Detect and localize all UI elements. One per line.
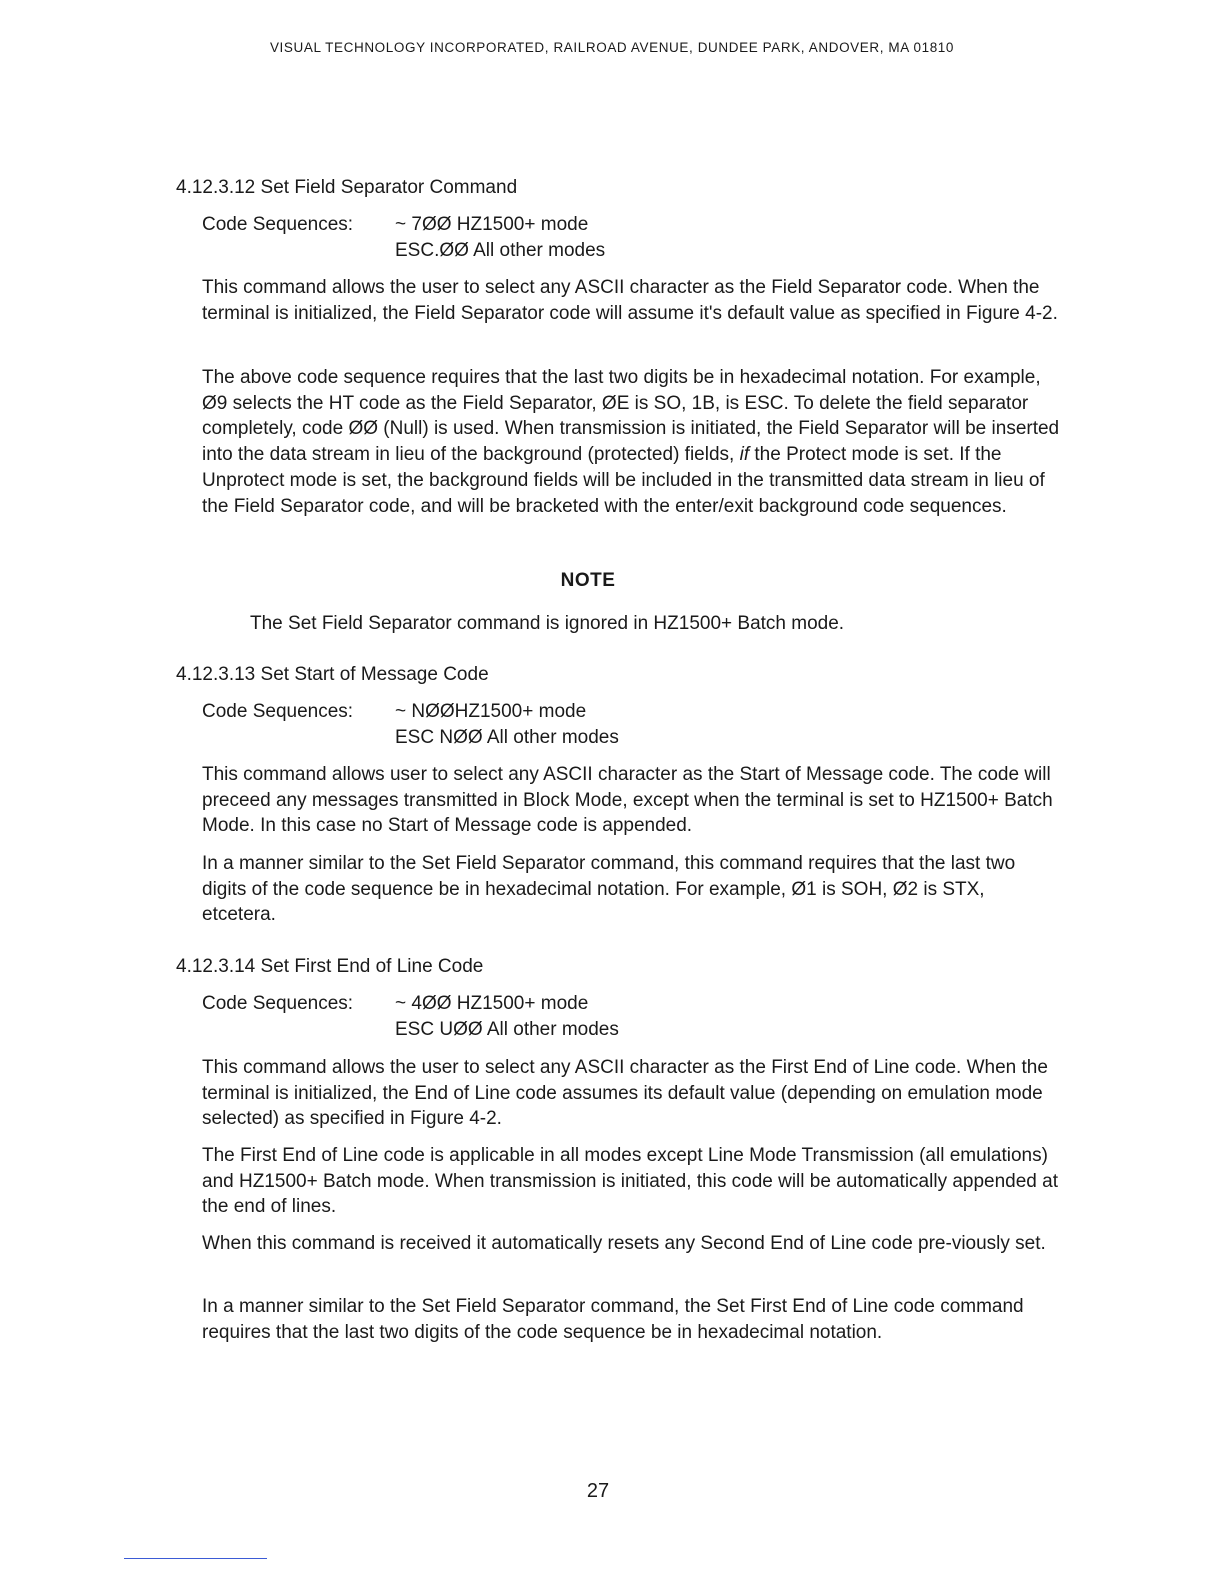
note-title: NOTE [560,570,616,591]
emphasis-if: if [739,444,750,466]
paragraph-text-part: the Protect mode is set. If the Unprotect mode is set, the background fields will be included in the transmitted data stream in lieu of the Field Separator code, and will be bracketed with the enter/exit background code sequences. [202,444,1045,517]
code-sequence-line: ESC UØØ All other modes [395,1019,619,1040]
code-sequences-label: Code Sequences: [202,214,354,235]
code-sequence-line: ESC NØØ All other modes [395,727,619,748]
code-sequences-label: Code Sequences: [202,993,354,1014]
code-sequence-line: ~ 4ØØ HZ1500+ mode [395,993,589,1014]
paragraph [202,851,1062,928]
page-header: VISUAL TECHNOLOGY INCORPORATED, RAILROAD AVENUE, DUNDEE PARK, ANDOVER, MA 01810 [269,40,955,55]
paragraph [202,365,1062,519]
section-heading-4-12-3-12: 4.12.3.12 Set Field Separator Command [176,177,518,198]
paragraph [202,275,1062,326]
paragraph [202,1231,1062,1257]
paragraph-text [202,365,1062,519]
paragraph [202,1294,1062,1345]
code-sequence-line: ~ NØØHZ1500+ mode [395,701,587,722]
paragraph [202,762,1062,839]
page-number: 27 [586,1480,610,1502]
paragraph-text: In a manner similar to the Set Field Separator command, the Set First End of Line code command requires that the last two digits of the code sequence be in hexadecimal notation. [202,1296,1024,1343]
code-sequences-label: Code Sequences: [202,701,354,722]
paragraph [202,1055,1062,1132]
footer-rule [124,1558,267,1559]
paragraph-text-part: The above code sequence requires that the last two digits be in hexadecimal notation. For example, Ø9 selects the HT code as the Field Separator, ØE is SO, 1B, is ESC. To delete the field separator completely, code ØØ (Null) is used. When transmission is initiated, the Field Separator will be inserted into the data stream in lieu of the background (protected) fields, [202,367,1060,466]
paragraph-text: When this command is received it automatically resets any Second End of Line code pre-viously set. [202,1233,1046,1254]
section-heading-4-12-3-13: 4.12.3.13 Set Start of Message Code [176,664,489,685]
code-sequence-line: ~ 7ØØ HZ1500+ mode [395,214,589,235]
note-text: The Set Field Separator command is ignored in HZ1500+ Batch mode. [250,613,845,634]
section-heading-4-12-3-14: 4.12.3.14 Set First End of Line Code [176,956,484,977]
paragraph-text: This command allows the user to select any ASCII character as the Field Separator code. When the terminal is initialized, the Field Separator code will assume it's default value as specified in Figure 4-2. [202,277,1058,324]
code-sequence-line: ESC.ØØ All other modes [395,240,606,261]
paragraph-text: In a manner similar to the Set Field Separator command, this command requires that the last two digits of the code sequence be in hexadecimal notation. For example, Ø1 is SOH, Ø2 is STX, etcetera. [202,853,1016,926]
paragraph-text: This command allows the user to select any ASCII character as the First End of Line code. When the terminal is initialized, the End of Line code assumes its default value (depending on emulation mode selected) as specified in Figure 4-2. [202,1057,1048,1130]
paragraph [202,1143,1062,1220]
paragraph-text: The First End of Line code is applicable in all modes except Line Mode Transmission (all emulations) and HZ1500+ Batch mode. When transmission is initiated, this code will be automatically appended at the end of lines. [202,1145,1059,1218]
paragraph-text: This command allows user to select any ASCII character as the Start of Message code. The code will preceed any messages transmitted in Block Mode, except when the terminal is set to HZ1500+ Batch Mode. In this case no Start of Message code is appended. [202,764,1053,837]
